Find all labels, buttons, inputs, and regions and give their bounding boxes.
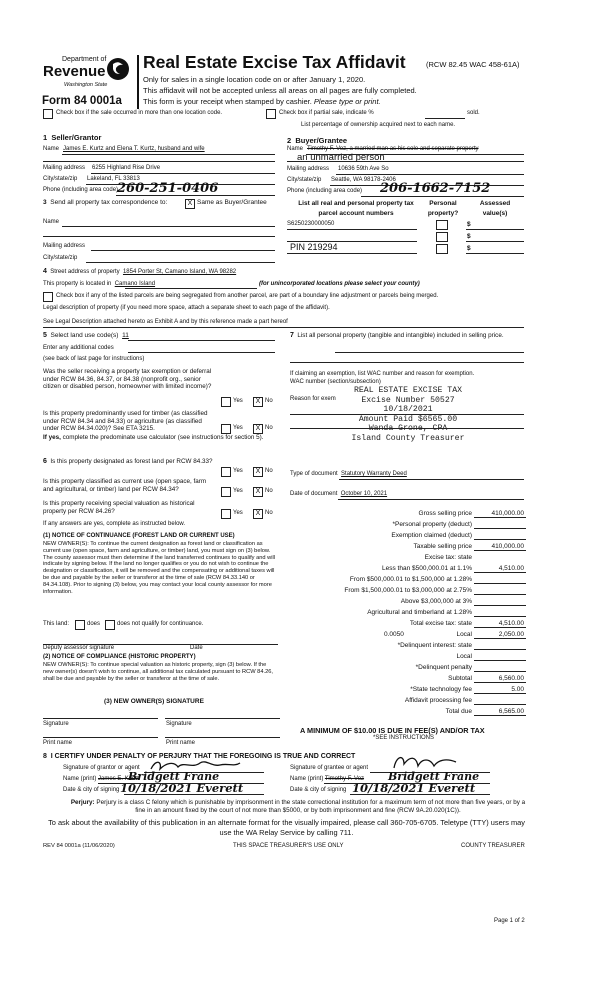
tier2-label: From $500,000.01 to $1,500,000 at 1.28% bbox=[349, 576, 472, 583]
historic-yes-checkbox[interactable] bbox=[221, 509, 231, 519]
if-any-yes-note: If any answers are yes, complete as instructed below. bbox=[43, 521, 186, 527]
exemption-question: Was the seller receiving a property tax exemption or deferral under RCW 84.36, 84.37, or 84.38 (nonprofit org., senior citizen or disabled person, homeowner with limited income)? bbox=[43, 368, 212, 391]
new-owner-signature-title: (3) NEW OWNER(S) SIGNATURE bbox=[104, 698, 204, 705]
total-excise-state-label: Total excise tax: state bbox=[409, 620, 472, 627]
certify-statement: 8 I CERTIFY UNDER PENALTY OF PERJURY THAT THE FOREGOING IS TRUE AND CORRECT bbox=[43, 753, 356, 760]
affidavit-fee-label: Affidavit processing fee bbox=[404, 697, 472, 704]
local-label: Local bbox=[456, 631, 472, 638]
buyer-name-added: an unmarried person bbox=[297, 152, 385, 163]
list-percentage-note: List percentage of ownership acquired next to each name. bbox=[301, 122, 456, 128]
header-sub1: Only for sales in a single location code on or after January 1, 2020. bbox=[143, 75, 366, 84]
assessed-value-col-header: Assessed value(s) bbox=[479, 200, 511, 217]
forest-no-checkbox[interactable]: X bbox=[253, 467, 263, 477]
alternate-format-notice: To ask about the availability of this publication in an alternate format for the visually impaired, please call 360-705-6705. Teletype (TTY) users may use the WA Relay Service by calling 711. bbox=[48, 818, 525, 837]
historic-no-checkbox[interactable]: X bbox=[253, 509, 263, 519]
local-value: 2,050.00 bbox=[498, 631, 524, 638]
tier3-label: From $1,500,000.01 to $3,000,000 at 2.75% bbox=[344, 587, 472, 594]
delinquent-penalty-label: *Delinquent penalty bbox=[415, 664, 472, 671]
grantor-signature-label: Signature of grantor or agent bbox=[63, 765, 140, 771]
stamp-line-6: Island County Treasurer bbox=[351, 433, 465, 443]
stamp-line-1: REAL ESTATE EXCISE TAX bbox=[353, 386, 463, 395]
header-sub2: This affidavit will not be accepted unless all areas on all pages are fully completed. bbox=[143, 86, 417, 95]
personal-property-deduct-label: *Personal property (deduct) bbox=[392, 521, 472, 528]
tier1-value: 4,510.00 bbox=[498, 565, 524, 572]
buyer-mailing-label: Mailing address bbox=[287, 166, 330, 172]
exemption-no-checkbox[interactable]: X bbox=[253, 397, 263, 407]
section4-street: 4 Street address of property 1854 Porter St, Camano Island, WA 98282 bbox=[43, 268, 237, 275]
document-date: Date of document October 10, 2021 bbox=[290, 491, 388, 497]
form-title: Real Estate Excise Tax Affidavit bbox=[143, 52, 406, 72]
page-number: Page 1 of 2 bbox=[494, 918, 525, 924]
personal-property-checkbox-3[interactable] bbox=[436, 244, 448, 254]
treasurer-stamp bbox=[333, 386, 483, 444]
county-treasurer-label: COUNTY TREASURER bbox=[461, 843, 525, 849]
more-location-checkbox[interactable] bbox=[43, 109, 53, 119]
current-use-yes-checkbox[interactable] bbox=[221, 487, 231, 497]
wac-number-label: WAC number (section/subsection) bbox=[290, 379, 381, 385]
tier4-label: Above $3,000,000 at 3% bbox=[400, 598, 472, 605]
seller-mailing-value: 6255 Highland Rise Drive bbox=[92, 165, 161, 171]
treasurer-use-only: THIS SPACE TREASURER'S USE ONLY bbox=[233, 843, 344, 849]
stamp-line-2: Excise Number 50527 bbox=[361, 395, 455, 405]
dept-revenue: Revenue bbox=[43, 63, 106, 80]
deputy-date-label: Date bbox=[190, 645, 203, 651]
this-land-label: This land: bbox=[43, 621, 70, 627]
header-divider bbox=[137, 55, 139, 109]
timber-note: If yes, complete the predominate use calculator (see instructions for section 5). bbox=[43, 434, 264, 441]
current-use-question: Is this property classified as current use (open space, farm and agricultural, or timber) land per RCW 84.34? bbox=[43, 478, 207, 493]
partial-sale-label: Check box if partial sale, indicate % bbox=[279, 110, 374, 116]
personal-property-checkbox-2[interactable] bbox=[436, 232, 448, 242]
land-does-not-label: does not qualify for continuance. bbox=[117, 621, 204, 627]
seller-phone-handwritten: 260-251-0406 bbox=[117, 181, 219, 196]
tier1-label: Less than $500,000.01 at 1.1% bbox=[382, 565, 472, 572]
excise-tax-state-label: Excise tax: state bbox=[424, 554, 472, 561]
section7-label: 7 List all personal property (tangible and intangible) included in selling price. bbox=[290, 332, 504, 339]
exemption-yes-label: Yes bbox=[233, 398, 243, 404]
legal-description-label: Legal description of property (if you need more space, attach a separate sheet to each page of the affidavit). bbox=[43, 305, 330, 311]
notice-continuance-body: NEW OWNER(S): To continue the current designation as forest land or classification as current use (open space, farm and agriculture, or timber) land, you must sign on (3) below. The county assessor must then determine if the land transferred continues to qualify and will indicate by signing below. If the land no longer qualifies or you do not wish to continue the designation or classification, it will be removed and the compensating or additional taxes will be due and payable by the seller or transferor at the time of sale (RCW 84.33.140 or 84.34.108). Prior to signing (3) below, you may contact your local county assessor for more information. bbox=[43, 541, 276, 595]
header-sub3: This form is your receipt when stamped by cashier. Please type or print. bbox=[143, 97, 381, 106]
exemption-no-label: No bbox=[265, 398, 273, 404]
delinquent-local-label: Local bbox=[456, 653, 472, 660]
minimum-due-note: A MINIMUM OF $10.00 IS DUE IN FEE(S) AND/OR TAX bbox=[300, 726, 485, 735]
grantee-name-label: Name (print) Timothy F. Voz bbox=[290, 776, 365, 782]
owner-signature-label-1: Signature bbox=[43, 721, 69, 727]
grantee-signature-label: Signature of grantee or agent bbox=[290, 765, 369, 771]
total-due-label: Total due bbox=[445, 708, 472, 715]
current-use-yes-label: Yes bbox=[233, 488, 243, 494]
owner-print-name-label-1: Print name bbox=[43, 740, 73, 746]
section4-unincorporated: (for unincorporated locations please select your county) bbox=[259, 281, 420, 287]
timber-no-checkbox[interactable]: X bbox=[253, 424, 263, 434]
delinquent-interest-label: *Delinquent interest: state bbox=[397, 642, 472, 649]
land-does-not-checkbox[interactable] bbox=[105, 620, 115, 630]
grantee-handwritten-name: Bridgett Frane bbox=[388, 770, 480, 783]
land-does-checkbox[interactable] bbox=[75, 620, 85, 630]
see-back-note: (see back of last page for instructions) bbox=[43, 356, 145, 362]
dept-line: Department of bbox=[62, 56, 107, 63]
taxable-selling-price-label: Taxable selling price bbox=[413, 543, 472, 550]
owner-signature-label-2: Signature bbox=[166, 721, 192, 727]
personal-property-col-header: Personal property? bbox=[427, 200, 459, 217]
grantor-handwritten-date: 10/18/2021 Everett bbox=[120, 781, 244, 795]
current-use-no-label: No bbox=[265, 488, 273, 494]
partial-sale-checkbox[interactable] bbox=[266, 109, 276, 119]
section3-city-label: City/state/zip bbox=[43, 255, 78, 261]
subtotal-value: 6,560.00 bbox=[498, 675, 524, 682]
state-technology-fee-value: 5.00 bbox=[511, 686, 524, 693]
segregated-label: Check box if any of the listed parcels are being segregated from another parcel, are part of a boundary line adjustment or parcels being merged. bbox=[56, 293, 439, 299]
stamp-line-5: Wanda Grone, CPA bbox=[368, 424, 448, 434]
timber-yes-label: Yes bbox=[233, 425, 243, 431]
section3-name-label: Name bbox=[43, 219, 60, 225]
parcel-pin: PIN 219294 bbox=[290, 242, 338, 252]
grantee-date-city-label: Date & city of signing bbox=[290, 787, 347, 793]
forest-no-label: No bbox=[265, 468, 273, 474]
timber-no-label: No bbox=[265, 425, 273, 431]
section3-mailing-label: Mailing address bbox=[43, 243, 86, 249]
land-use-label: 5 Select land use code(s) 11 bbox=[43, 332, 129, 339]
tier5-label: Agricultural and timberland at 1.28% bbox=[367, 609, 472, 616]
section4-located-in: This property is located in Camano Island bbox=[43, 281, 156, 287]
forest-yes-checkbox[interactable] bbox=[221, 467, 231, 477]
grantor-date-city-label: Date & city of signing bbox=[63, 787, 120, 793]
perjury-notice: Perjury: Perjury is a class C felony which is punishable by imprisonment in the state correctional institution for a maximum term of not more than five years, or by a fine in an amount fixed by the court of not more than $5000, or by both imprisonment and fine (RCW 9A.20.020(1C)). bbox=[70, 799, 526, 814]
historic-yes-label: Yes bbox=[233, 510, 243, 516]
assessed-dollar-2: $ bbox=[467, 233, 471, 240]
total-due-value: 6,565.00 bbox=[498, 708, 524, 715]
document-type: Type of document Statutory Warranty Deed bbox=[290, 471, 407, 477]
same-as-buyer-label: Same as Buyer/Grantee bbox=[197, 199, 267, 206]
buyer-phone-handwritten: 206-1662-7152 bbox=[380, 181, 491, 196]
deputy-assessor-label: Deputy assessor signature bbox=[43, 645, 115, 651]
notice-continuance-title: (1) NOTICE OF CONTINUANCE (FOREST LAND OR CURRENT USE) bbox=[43, 533, 235, 539]
buyer-mailing-value: 10636 59th Ave So bbox=[338, 166, 389, 172]
assessed-dollar-1: $ bbox=[467, 221, 471, 228]
more-location-label: Check box if the sale occurred in more than one location code. bbox=[56, 110, 223, 116]
washington-revenue-logo-icon bbox=[106, 56, 130, 82]
buyer-name-struck: Timothy F. Voz, a married man as his sole and separate property bbox=[307, 146, 479, 152]
same-as-buyer-checkbox[interactable]: X bbox=[185, 199, 195, 209]
assessed-dollar-3: $ bbox=[467, 245, 471, 252]
current-use-no-checkbox[interactable]: X bbox=[253, 487, 263, 497]
dept-state: Washington State bbox=[64, 82, 108, 88]
exemption-reason-label: Reason for exem bbox=[290, 396, 336, 402]
stamp-line-3: 10/18/2021 bbox=[383, 405, 433, 415]
state-technology-fee-label: *State technology fee bbox=[410, 686, 472, 693]
local-rate: 0.0050 bbox=[384, 631, 404, 638]
seller-name-value: James E. Kurtz and Elena T. Kurtz, husband and wife bbox=[63, 146, 205, 152]
exemption-wac-instruction: If claiming an exemption, list WAC number and reason for exemption. bbox=[290, 371, 475, 377]
additional-codes-label: Enter any additional codes bbox=[43, 345, 114, 351]
subtotal-label: Subtotal bbox=[448, 675, 472, 682]
parcel-col-header: List all real and personal property tax parcel account numbers bbox=[298, 200, 414, 217]
seller-phone-label: Phone (including area code) bbox=[43, 187, 119, 193]
section3-label: 3 Send all property tax correspondence to: bbox=[43, 199, 168, 206]
seller-city-value: Lakeland, FL 33813 bbox=[87, 176, 140, 182]
grantee-handwritten-date: 10/18/2021 Everett bbox=[352, 781, 476, 795]
historic-no-label: No bbox=[265, 510, 273, 516]
taxable-selling-price-value: 410,000.00 bbox=[491, 543, 524, 550]
forest-question: 6 Is this property designated as forest land per RCW 84.33? bbox=[43, 458, 213, 465]
personal-property-checkbox-1[interactable] bbox=[436, 220, 448, 230]
exemption-deduct-label: Exemption claimed (deduct) bbox=[391, 532, 472, 539]
historic-question: Is this property receiving special valuation as historical property per RCW 84.26? bbox=[43, 500, 195, 515]
buyer-city-value: Seattle, WA 98178-2406 bbox=[331, 177, 396, 183]
timber-yes-checkbox[interactable] bbox=[221, 424, 231, 434]
revision-number: REV 84 0001a (11/06/2020) bbox=[43, 843, 115, 849]
notice-compliance-body: NEW OWNER(S): To continue special valuation as historic property, sign (3) below. If the new owner(s) doesn't wish to continue, all additional tax calculated pursuant to RCW 84.26, shall be due and payable by the seller or transferor at the time of sale. bbox=[43, 662, 273, 682]
legal-description-ref: See Legal Description attached hereto as Exhibit A and by this reference made a part hereof bbox=[43, 319, 288, 325]
buyer-phone-label: Phone (including area code) bbox=[287, 188, 363, 194]
land-does-label: does bbox=[87, 621, 101, 627]
grantee-signature-scribble bbox=[390, 752, 460, 772]
buyer-name-label: Name bbox=[287, 146, 304, 152]
seller-name-label: Name bbox=[43, 146, 60, 152]
see-instructions-note: *SEE INSTRUCTIONS bbox=[373, 735, 435, 741]
total-excise-state-value: 4,510.00 bbox=[498, 620, 524, 627]
partial-sold-label: sold. bbox=[467, 110, 480, 116]
parcel-number-1: S6250230000050 bbox=[287, 221, 335, 227]
seller-mailing-label: Mailing address bbox=[43, 165, 86, 171]
gross-selling-price-label: Gross selling price bbox=[418, 510, 472, 517]
segregated-checkbox[interactable] bbox=[43, 292, 53, 302]
timber-question: Is this property predominantly used for timber (as classified under RCW 84.34 and 84.33) or agriculture (as classified under RCW 84.34.020)? See ETA 3215. bbox=[43, 410, 208, 433]
seller-heading: 1 Seller/Grantor bbox=[43, 133, 102, 142]
buyer-city-label: City/state/zip bbox=[287, 177, 322, 183]
grantor-name-label: Name (print) James E. Kurtz bbox=[63, 776, 139, 782]
stamp-line-4: Amount Paid $6565.00 bbox=[358, 414, 458, 424]
form-title-ref: (RCW 82.45 WAC 458-61A) bbox=[426, 60, 520, 69]
buyer-heading: 2 Buyer/Grantee bbox=[287, 136, 348, 145]
forest-yes-label: Yes bbox=[233, 468, 243, 474]
form-number: Form 84 0001a bbox=[42, 95, 122, 107]
owner-print-name-label-2: Print name bbox=[166, 740, 196, 746]
notice-compliance-title: (2) NOTICE OF COMPLIANCE (HISTORIC PROPERTY) bbox=[43, 654, 196, 660]
seller-city-label: City/state/zip bbox=[43, 176, 78, 182]
exemption-yes-checkbox[interactable] bbox=[221, 397, 231, 407]
gross-selling-price-value: 410,000.00 bbox=[491, 510, 524, 517]
grantor-handwritten-name: Bridgett Frane bbox=[128, 770, 220, 783]
